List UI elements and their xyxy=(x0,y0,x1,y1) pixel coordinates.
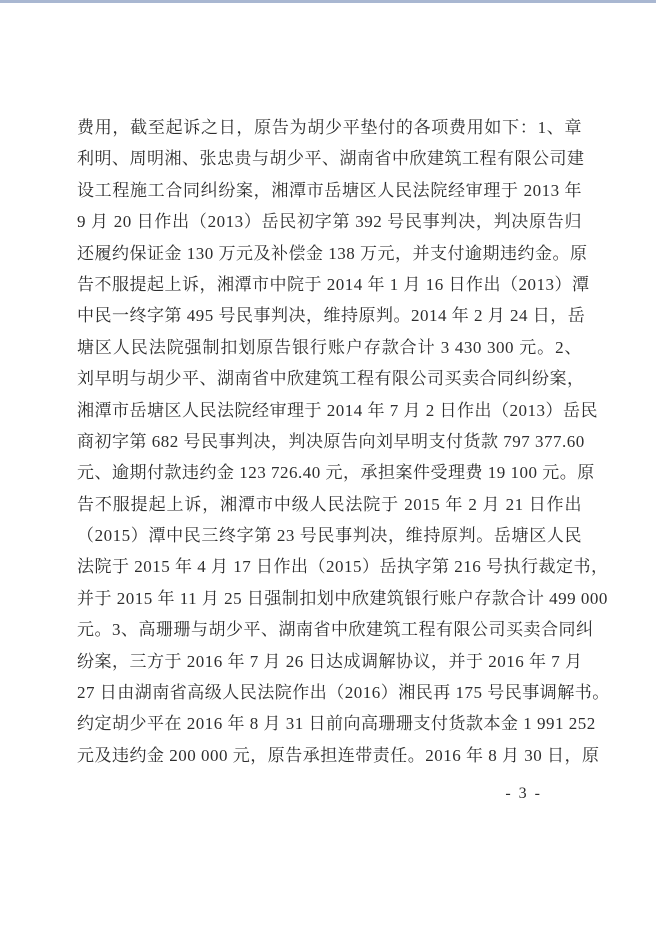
document-text-line: 告不服提起上诉，湘潭市中院于 2014 年 1 月 16 日作出（2013）潭 xyxy=(77,274,590,294)
document-text-line: 法院于 2015 年 4 月 17 日作出（2015）岳执字第 216 号执行裁定书， xyxy=(77,557,609,577)
document-text-line: 塘区人民法院强制扣划原告银行账户存款合计 3 430 300 元。2、 xyxy=(77,337,582,357)
document-text-line: 9 月 20 日作出（2013）岳民初字第 392 号民事判决，判决原告归 xyxy=(77,212,582,232)
document-text-line: 约定胡少平在 2016 年 8 月 31 日前向高珊珊支付货款本金 1 991 252 xyxy=(77,714,596,734)
document-text-line: 利明、周明湘、张忠贵与胡少平、湖南省中欣建筑工程有限公司建 xyxy=(77,149,585,169)
document-text-line: 设工程施工合同纠纷案，湘潭市岳塘区人民法院经审理于 2013 年 xyxy=(77,180,582,200)
document-text-line: （2015）潭中民三终字第 23 号民事判决，维持原判。岳塘区人民 xyxy=(77,526,582,546)
document-text-line: 元。3、高珊珊与胡少平、湖南省中欣建筑工程有限公司买卖合同纠 xyxy=(77,620,594,640)
document-text-line: 元、逾期付款违约金 123 726.40 元，承担案件受理费 19 100 元。原 xyxy=(77,463,595,483)
document-text-line: 告不服提起上诉，湘潭市中级人民法院于 2015 年 2 月 21 日作出 xyxy=(77,494,582,514)
document-text-line: 并于 2015 年 11 月 25 日强制扣划中欣建筑银行账户存款合计 499 000 xyxy=(77,588,608,608)
document-text-line: 刘早明与胡少平、湖南省中欣建筑工程有限公司买卖合同纠纷案， xyxy=(77,369,585,389)
scan-edge-line xyxy=(0,0,656,3)
page-number: - 3 - xyxy=(505,785,542,802)
document-text-line: 商初字第 682 号民事判决，判决原告向刘早明支付货款 797 377.60 xyxy=(77,431,585,451)
document-text-line: 费用，截至起诉之日，原告为胡少平垫付的各项费用如下：1、章 xyxy=(77,118,582,137)
document-text-line: 湘潭市岳塘区人民法院经审理于 2014 年 7 月 2 日作出（2013）岳民 xyxy=(77,400,598,420)
document-text-line: 纷案，三方于 2016 年 7 月 26 日达成调解协议，并于 2016 年 7 月 xyxy=(77,651,583,671)
document-body xyxy=(77,112,610,771)
document-text-line: 中民一终字第 495 号民事判决，维持原判。2014 年 2 月 24 日，岳 xyxy=(77,306,586,326)
document-text-line: 27 日由湖南省高级人民法院作出（2016）湘民再 175 号民事调解书。 xyxy=(77,683,610,703)
document-text-line: 还履约保证金 130 万元及补偿金 138 万元，并支付逾期违约金。原 xyxy=(77,243,588,263)
document-text-line: 元及违约金 200 000 元，原告承担连带责任。2016 年 8 月 30 日，原 xyxy=(77,745,600,765)
